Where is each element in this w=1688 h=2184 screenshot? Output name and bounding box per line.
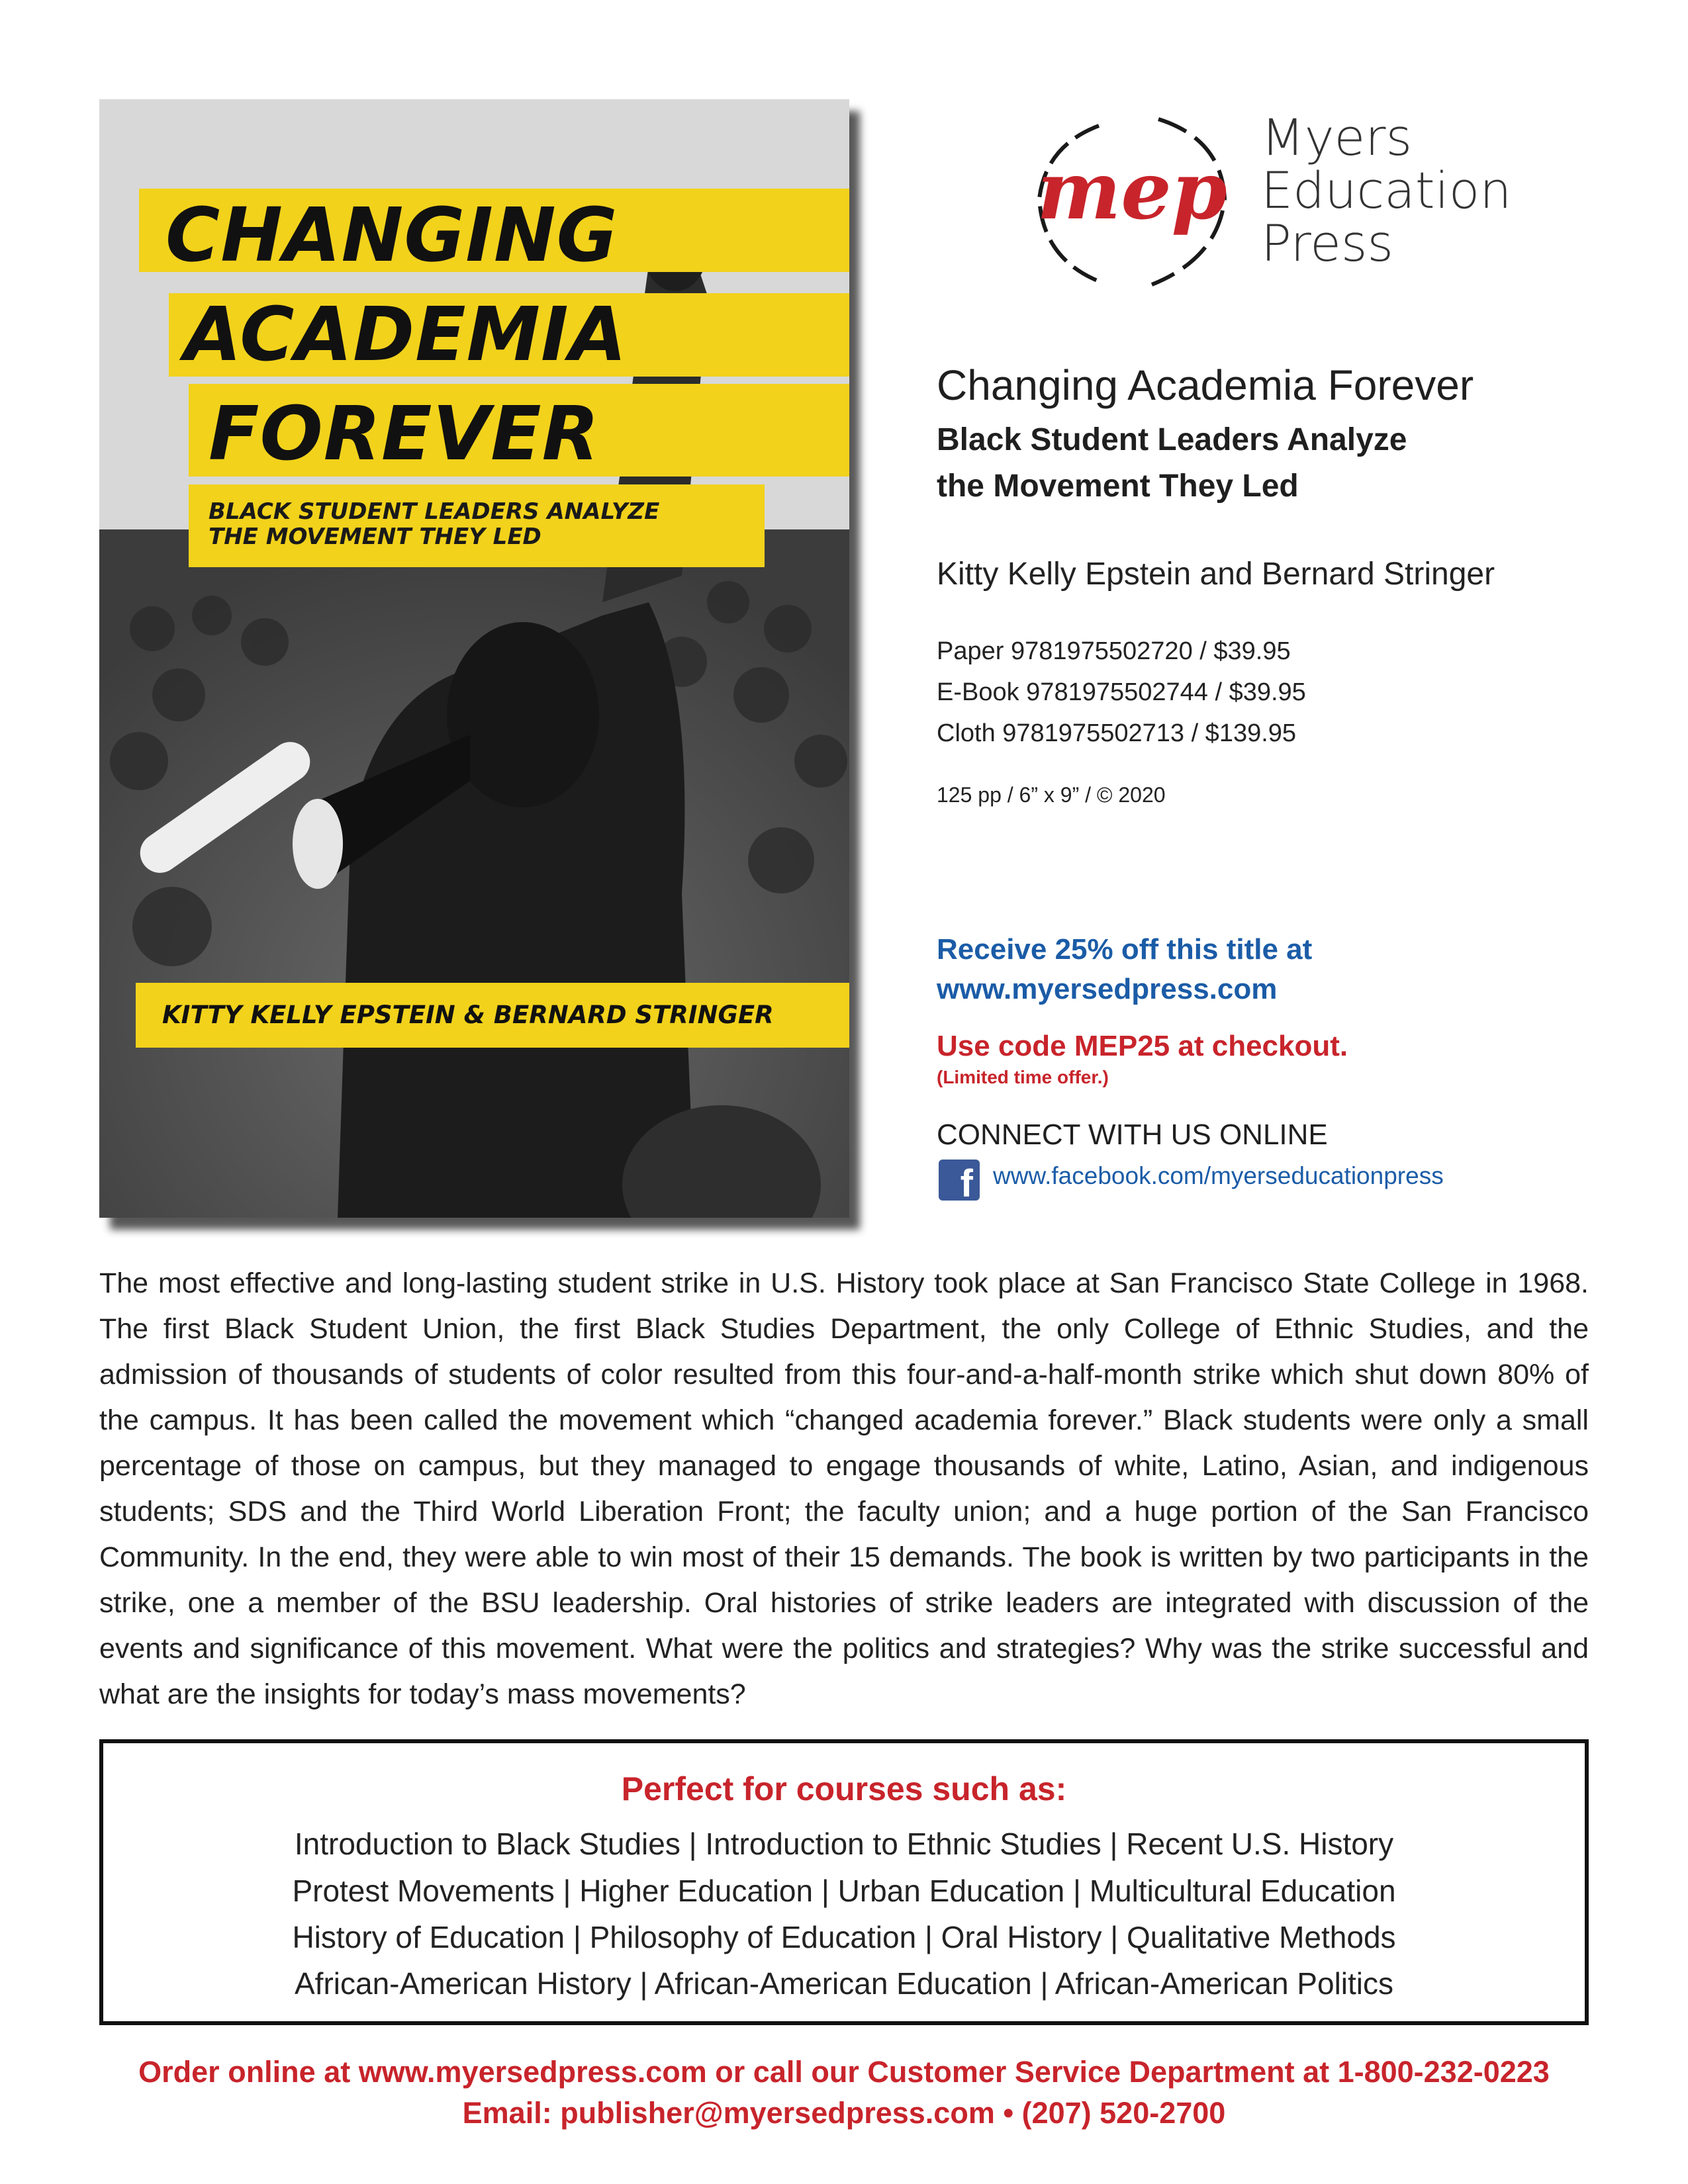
course-line: African-American History | African-American Education | African-American Politics xyxy=(294,1966,1394,2001)
publisher-name-line-1: Myers xyxy=(1261,108,1413,167)
book-description: The most effective and long-lasting student strike in U.S. History took place at San Francisco State College in 1968. The first Black Student Union, the first Black Studies Department, the only College of Ethnic Studies, and the admission of thousands of students of color resulted from this four-and-a-half-month strike which shut down 80% of the campus. It has been called the movement which “changed academia forever.” Black students were only a small percentage of those on campus, but they managed to engage thousands of white, Latino, Asian, and indigenous students; SDS and the Third World Liberation Front; the faculty union; and a huge portion of the San Francisco Community. In the end, they were able to win most of their 15 demands. The book is written by two participants in the strike, one a member of the BSU leadership. Oral histories of strike leaders are integrated with discussion of the events and significance of this movement. What were the politics and strategies? Why was the strike successful and what are the insights for today’s mass movements? xyxy=(99,1267,1589,1710)
cover-authors: KITTY KELLY EPSTEIN & BERNARD STRINGER xyxy=(162,1001,774,1029)
promo-link[interactable]: www.myersedpress.com xyxy=(937,973,1278,1005)
footer-order-line: Order online at www.myersedpress.com or call our Customer Service Department at 1-800-232-0223 xyxy=(138,2055,1550,2089)
book-title: Changing Academia Forever xyxy=(937,361,1474,409)
cover-title-line-2: ACADEMIA xyxy=(184,292,628,378)
publisher-name-line-3: Press xyxy=(1261,214,1394,273)
publisher-name xyxy=(1261,108,1512,273)
facebook-icon[interactable]: f xyxy=(939,1160,980,1201)
publisher-name-line-2: Education xyxy=(1261,161,1512,220)
book-meta: 125 pp / 6” x 9” / © 2020 xyxy=(937,783,1166,807)
price-ebook: E-Book 9781975502744 / $39.95 xyxy=(937,678,1306,706)
book-subtitle xyxy=(937,417,1407,510)
promo-text: Receive 25% off this title at xyxy=(937,933,1313,966)
promo-code: Use code MEP25 at checkout. xyxy=(937,1030,1348,1062)
promo-limit: (Limited time offer.) xyxy=(937,1067,1109,1087)
course-line: History of Education | Philosophy of Education | Oral History | Qualitative Methods xyxy=(292,1920,1396,1954)
price-paper: Paper 9781975502720 / $39.95 xyxy=(937,637,1291,665)
cover-title-line-3: FOREVER xyxy=(209,391,600,477)
mep-logo-icon xyxy=(1019,99,1244,298)
price-cloth: Cloth 9781975502713 / $139.95 xyxy=(937,719,1297,747)
publisher-logo xyxy=(1019,99,1575,311)
cover-artwork xyxy=(99,99,849,1218)
courses-box xyxy=(99,1739,1589,2025)
course-line: Introduction to Black Studies | Introduction to Ethnic Studies | Recent U.S. History xyxy=(294,1827,1394,1861)
facebook-link[interactable]: www.facebook.com/myerseducationpress xyxy=(993,1162,1444,1189)
book-authors: Kitty Kelly Epstein and Bernard Stringer xyxy=(937,557,1495,592)
connect-heading: CONNECT WITH US ONLINE xyxy=(937,1118,1328,1151)
cover-title-line-1: CHANGING xyxy=(165,193,618,279)
cover-subtitle-line-2: THE MOVEMENT THEY LED xyxy=(209,523,541,550)
book-subtitle-line-1: Black Student Leaders Analyze xyxy=(937,422,1407,457)
book-cover xyxy=(99,99,849,1218)
book-subtitle-line-2: the Movement They Led xyxy=(937,469,1299,504)
course-line: Protest Movements | Higher Education | Urban Education | Multicultural Education xyxy=(292,1874,1396,1908)
cover-subtitle-line-1: BLACK STUDENT LEADERS ANALYZE xyxy=(209,498,660,525)
footer-contact-line: Email: publisher@myersedpress.com • (207) 520-2700 xyxy=(462,2096,1226,2130)
logo-mark-text: mep xyxy=(1037,144,1227,238)
courses-heading: Perfect for courses such as: xyxy=(621,1770,1067,1807)
